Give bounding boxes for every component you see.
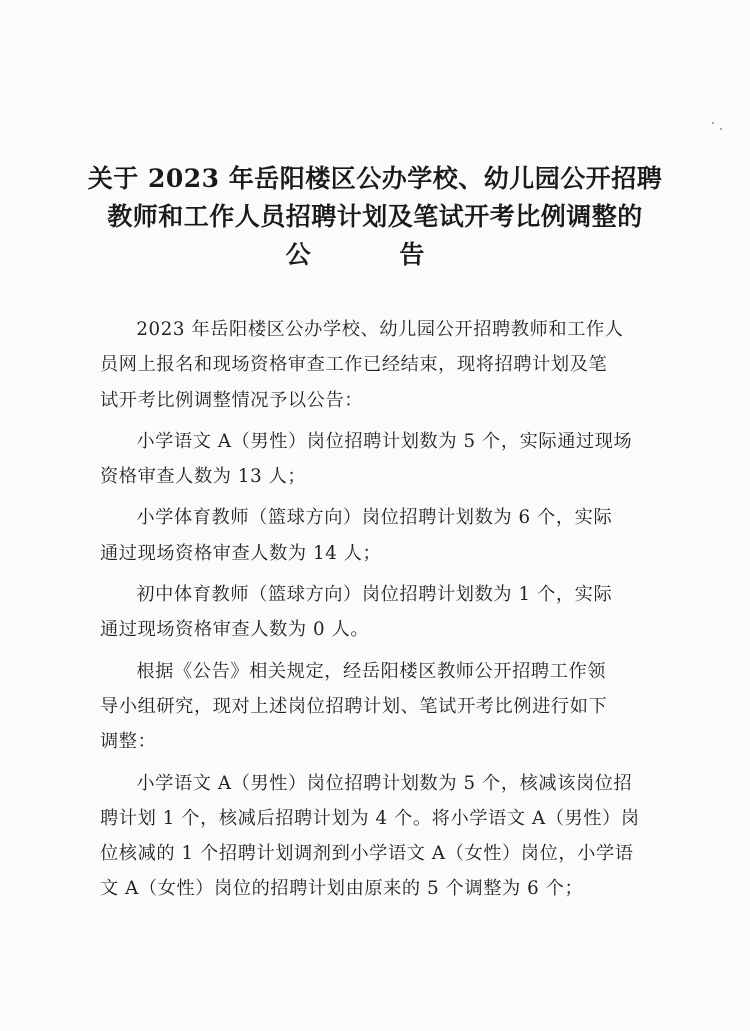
announcement-title [0,160,750,274]
text-line: 通过现场资格审查人数为 14 人； [100,542,382,564]
text-line: 文 A（女性）岗位的招聘计划由原来的 5 个调整为 6 个； [100,878,584,900]
text-line: 小学语文 A（男性）岗位招聘计划数为 5 个，实际通过现场 [136,430,633,452]
title-line-2: 教师和工作人员招聘计划及笔试开考比例调整的 [107,202,643,231]
paragraph-intro [100,312,640,418]
paragraph-item-2 [100,500,640,571]
paragraph-item-1 [100,424,640,495]
text-line: 资格审查人数为 13 人； [100,466,307,488]
paragraph-adjustment-1 [100,766,640,907]
text-line: 通过现场资格审查人数为 0 人。 [100,619,370,641]
paragraph-decision [100,654,640,760]
text-line: 聘计划 1 个，核减后招聘计划为 4 个。将小学语文 A（男性）岗 [100,807,640,829]
text-line: 小学语文 A（男性）岗位招聘计划数为 5 个，核减该岗位招 [136,772,633,794]
title-line-3: 公 告 [285,240,465,269]
scan-speck [712,122,714,124]
text-line: 小学体育教师（篮球方向）岗位招聘计划数为 6 个，实际 [136,507,613,529]
scan-speck [720,128,722,130]
title-line-1: 关于 2023 年岳阳楼区公办学校、幼儿园公开招聘 [87,164,663,193]
text-line: 导小组研究，现对上述岗位招聘计划、笔试开考比例进行如下 [100,695,608,717]
text-line: 初中体育教师（篮球方向）岗位招聘计划数为 1 个，实际 [136,584,613,606]
text-line: 2023 年岳阳楼区公办学校、幼儿园公开招聘教师和工作人 [136,319,624,340]
text-line: 员网上报名和现场资格审查工作已经结束，现将招聘计划及笔 [100,354,608,376]
text-line: 位核减的 1 个招聘计划调剂到小学语文 A（女性）岗位，小学语 [100,843,634,865]
paragraph-item-3 [100,577,640,648]
announcement-body [100,312,640,907]
text-line: 调整： [100,731,157,753]
text-line: 试开考比例调整情况予以公告： [100,389,364,411]
text-line: 根据《公告》相关规定，经岳阳楼区教师公开招聘工作领 [136,660,607,682]
